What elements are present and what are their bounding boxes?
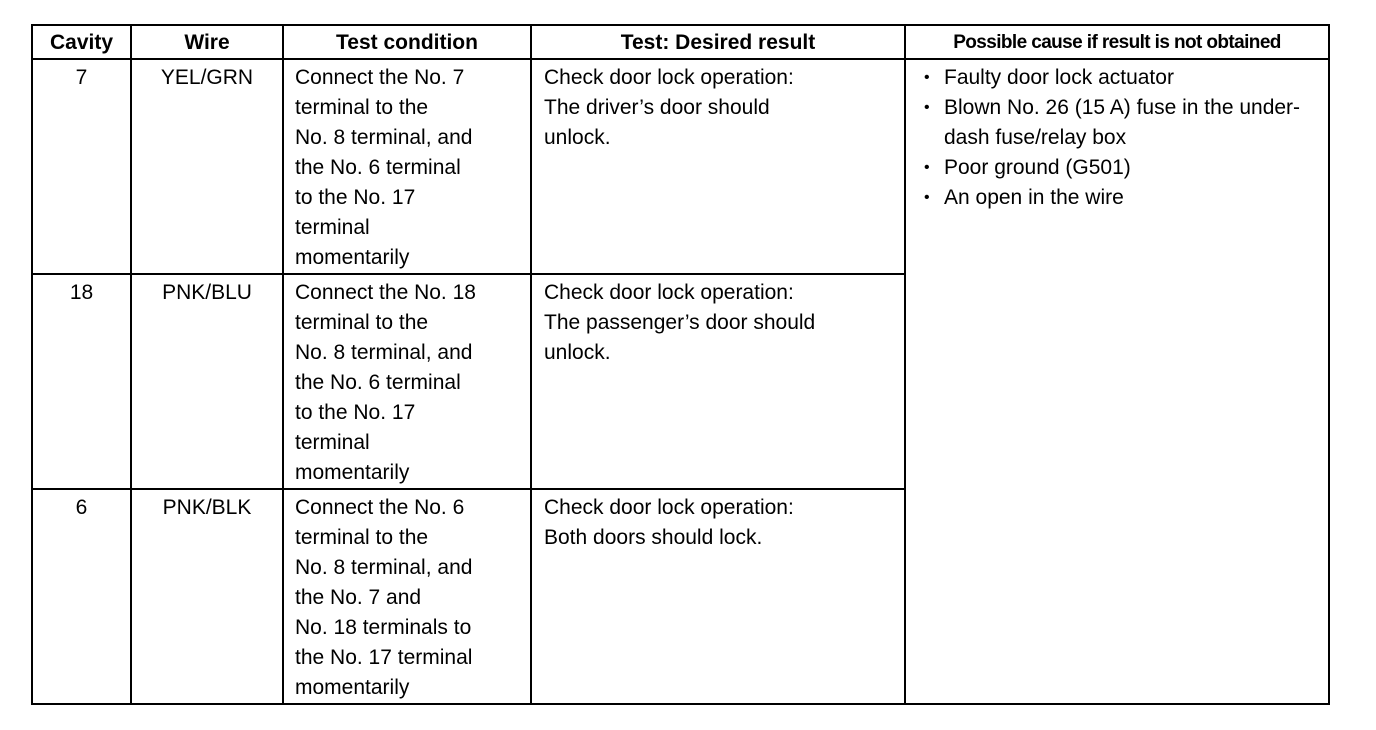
wire-value: YEL/GRN xyxy=(160,66,254,89)
possible-cause-list xyxy=(906,60,1328,213)
wire-cell xyxy=(131,274,283,489)
condition-cell xyxy=(283,274,531,489)
wire-cell xyxy=(131,489,283,704)
cause-item xyxy=(924,93,1324,153)
cavity-value: 6 xyxy=(75,496,88,519)
header-test-condition: Test condition xyxy=(283,25,531,59)
header-desired-result: Test: Desired result xyxy=(531,25,905,59)
cause-text: An open in the wire xyxy=(944,186,1124,209)
result-text: Check door lock operation: The passenger’s door should unlock. xyxy=(544,281,816,364)
header-wire: Wire xyxy=(131,25,283,59)
result-text: Check door lock operation: Both doors should lock. xyxy=(544,496,794,549)
wire-value: PNK/BLU xyxy=(162,281,252,304)
result-text: Check door lock operation: The driver’s door should unlock. xyxy=(544,66,794,149)
wire-cell xyxy=(131,59,283,274)
wire-value: PNK/BLK xyxy=(162,496,252,519)
cause-item xyxy=(924,63,1324,93)
cavity-value: 7 xyxy=(75,66,88,89)
condition-cell xyxy=(283,59,531,274)
condition-text: Connect the No. 6 terminal to the No. 8 terminal, and the No. 7 and No. 18 terminals to the No. 17 terminal momentarily xyxy=(295,496,473,699)
cause-text: Faulty door lock actuator xyxy=(944,66,1174,89)
cavity-cell xyxy=(32,274,131,489)
condition-text: Connect the No. 18 terminal to the No. 8 terminal, and the No. 6 terminal to the No. 17 terminal momentarily xyxy=(295,281,476,484)
condition-text: Connect the No. 7 terminal to the No. 8 terminal, and the No. 6 terminal to the No. 17 terminal momentarily xyxy=(295,66,473,269)
door-lock-test-table xyxy=(31,24,1330,705)
cause-item xyxy=(924,153,1324,183)
header-possible-cause: Possible cause if result is not obtained xyxy=(905,25,1329,59)
condition-cell xyxy=(283,489,531,704)
bullet-icon: • xyxy=(924,99,930,116)
bullet-icon: • xyxy=(924,189,930,206)
header-cavity: Cavity xyxy=(32,25,131,59)
bullet-icon: • xyxy=(924,159,930,176)
cause-text: Blown No. 26 (15 A) fuse in the under-dash fuse/relay box xyxy=(944,96,1301,149)
possible-cause-cell xyxy=(905,59,1329,704)
cavity-cell xyxy=(32,59,131,274)
result-cell xyxy=(531,489,905,704)
cause-text: Poor ground (G501) xyxy=(944,156,1131,179)
table-row xyxy=(32,59,1329,274)
result-cell xyxy=(531,274,905,489)
cavity-cell xyxy=(32,489,131,704)
cause-item xyxy=(924,183,1324,213)
result-cell xyxy=(531,59,905,274)
bullet-icon: • xyxy=(924,69,930,86)
header-row xyxy=(32,25,1329,59)
cavity-value: 18 xyxy=(69,281,94,304)
